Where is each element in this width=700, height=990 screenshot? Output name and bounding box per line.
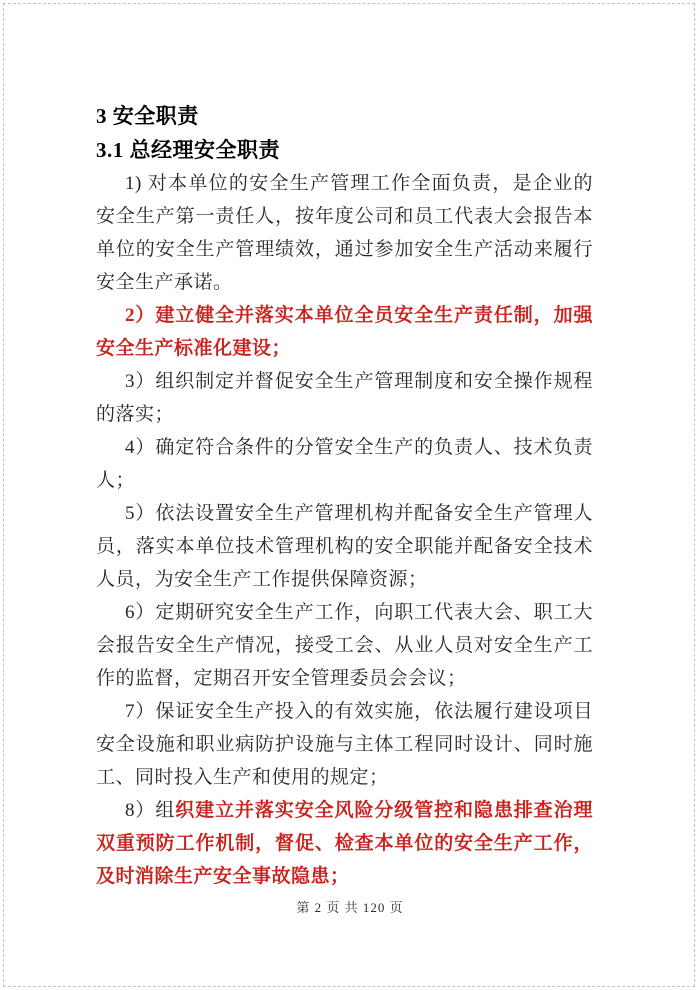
paragraph-6: 6）定期研究安全生产工作，向职工代表大会、职工大会报告安全生产情况，接受工会、从业人员对安全生产工作的监督，定期召开安全管理委员会会议； [96, 602, 593, 689]
paragraph-8 [96, 794, 593, 893]
paragraph-1: 1) 对本单位的安全生产管理工作全面负责，是企业的安全生产第一责任人，按年度公司和员工代表大会报告本单位的安全生产管理绩效，通过参加安全生产活动来履行安全生产承诺。 [96, 173, 593, 293]
subsection-heading: 3.1 总经理安全职责 [96, 138, 280, 162]
section-heading: 3 安全职责 [96, 104, 199, 128]
paragraph-2-red: 2）建立健全并落实本单位全员安全生产责任制，加强安全生产标准化建设； [96, 305, 593, 359]
paragraph-8-red-text: 织建立并落实安全风险分级管控和隐患排查治理双重预防工作机制，督促、检查本单位的安全生产工作，及时消除生产安全事故隐患； [96, 800, 593, 887]
paragraph-7: 7）保证安全生产投入的有效实施，依法履行建设项目安全设施和职业病防护设施与主体工程同时设计、同时施工、同时投入生产和使用的规定； [96, 701, 593, 788]
paragraph-5: 5）依法设置安全生产管理机构并配备安全生产管理人员，落实本单位技术管理机构的安全职能并配备安全技术人员，为安全生产工作提供保障资源； [96, 503, 593, 590]
page-footer: 第 2 页 共 120 页 [296, 900, 404, 915]
document-content [96, 99, 593, 893]
paragraph-4: 4）确定符合条件的分管安全生产的负责人、技术负责人； [96, 437, 593, 491]
paragraph-8-prefix: 8）组 [125, 800, 176, 821]
paragraph-3: 3）组织制定并督促安全生产管理制度和安全操作规程的落实； [96, 371, 593, 425]
